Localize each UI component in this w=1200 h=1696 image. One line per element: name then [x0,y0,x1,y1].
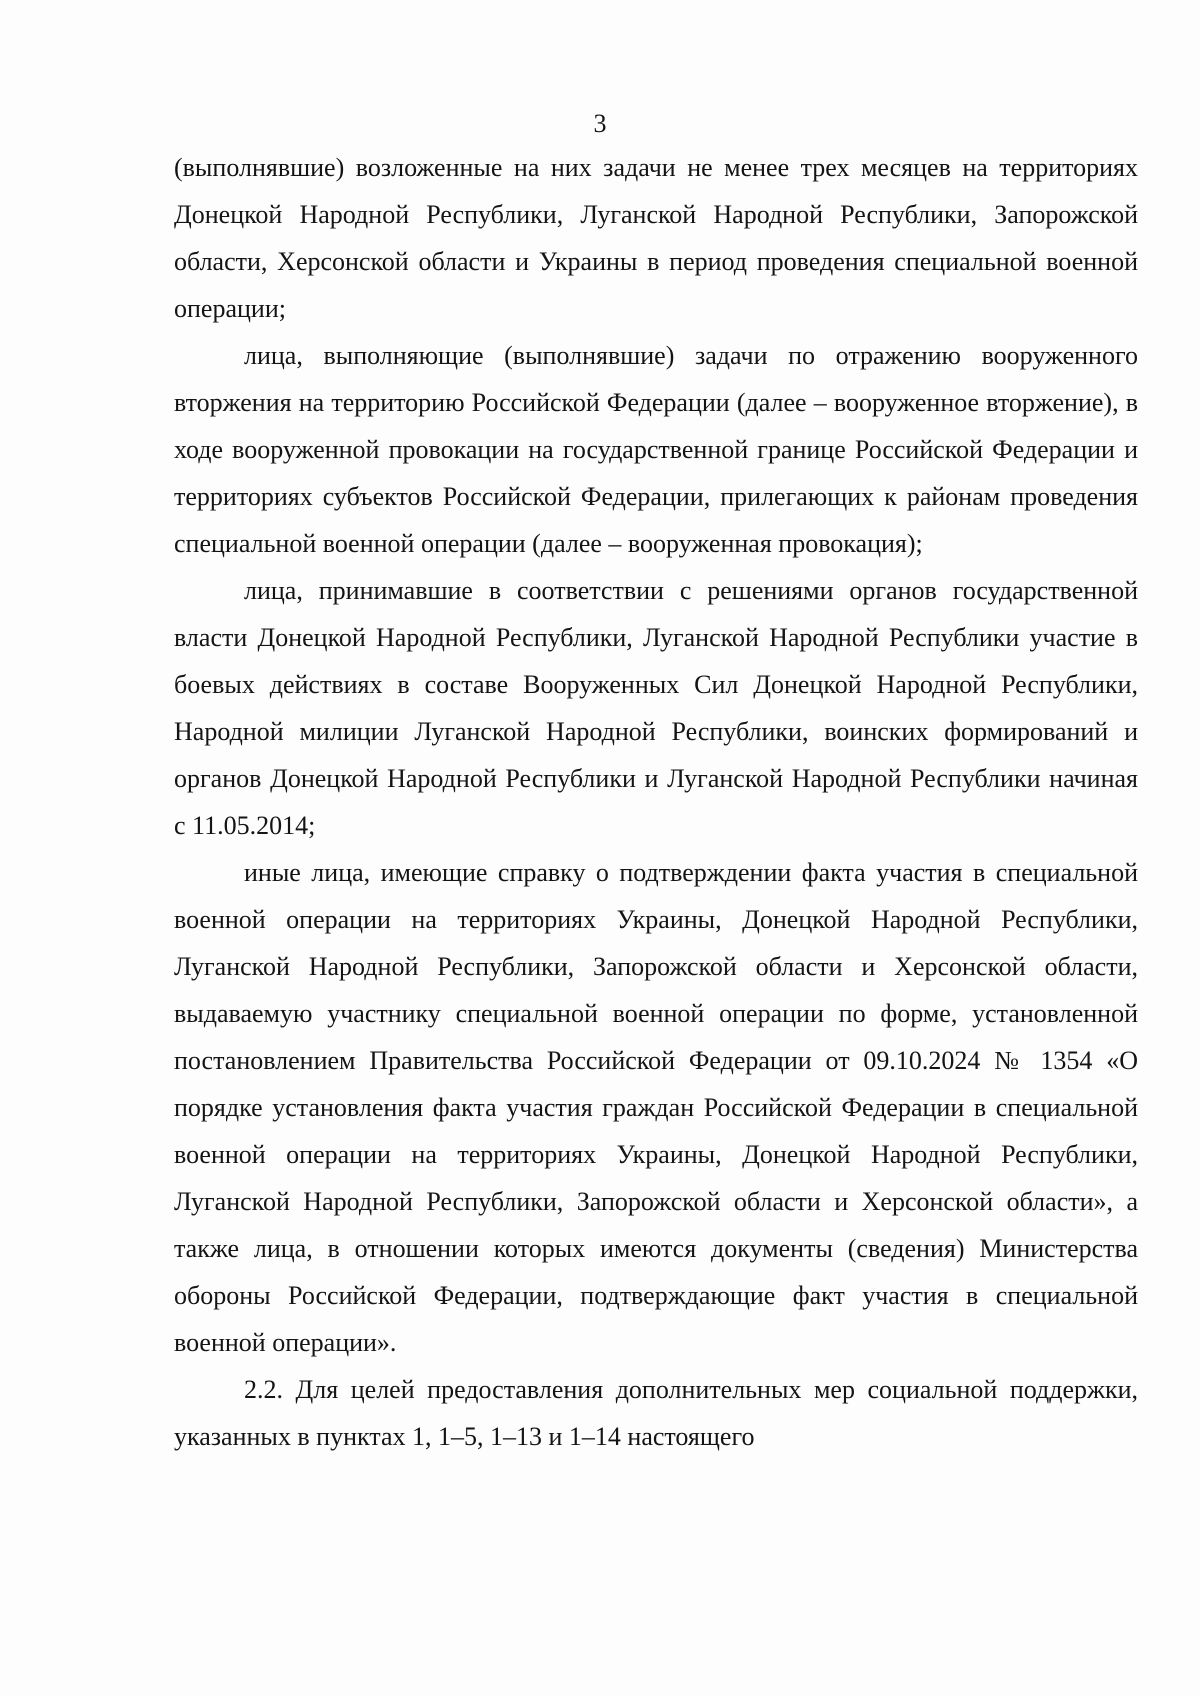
page-number: 3 [593,109,607,138]
paragraph-other-persons: иные лица, имеющие справку о подтверждении факта участия в специальной военной операции на территориях Украины, Донецкой Народной Республики, Луганской Народной Республики, Запорожской области и Херсонской области, выдаваемую участнику специальной военной операции по форме, установленной постановлением Правительства Российской Федерации от 09.10.2024 № 1354 «О порядке установления факта участия граждан Российской Федерации в специальной военной операции на территориях Украины, Донецкой Народной Республики, Луганской Народной Республики, Запорожской области и Херсонской области», а также лица, в отношении которых имеются документы (сведения) Министерства обороны Российской Федерации, подтверждающие факт участия в специальной военной операции». [174,858,1138,1357]
paragraph-clause-2-2: 2.2. Для целей предоставления дополнительных мер социальной поддержки, указанных в пунктах 1, 1–5, 1–13 и 1–14 настоящего [174,1375,1138,1451]
paragraph-armed-invasion: лица, выполняющие (выполнявшие) задачи по отражению вооруженного вторжения на территорию Российской Федерации (далее – вооруженное вторжение), в ходе вооруженной провокации на государственной границе Российской Федерации и территориях субъектов Российской Федерации, прилегающих к районам проведения специальной военной операции (далее – вооруженная провокация); [174,341,1138,558]
paragraph-continuation: (выполнявшие) возложенные на них задачи не менее трех месяцев на территориях Донецкой Народной Республики, Луганской Народной Республики, Запорожской области, Херсонской области и Украины в период проведения специальной военной операции; [174,153,1138,323]
paragraph-dpr-lpr-combat: лица, принимавшие в соответствии с решениями органов государственной власти Донецкой Народной Республики, Луганской Народной Республики участие в боевых действиях в составе Вооруженных Сил Донецкой Народной Республики, Народной милиции Луганской Народной Республики, воинских формирований и органов Донецкой Народной Республики и Луганской Народной Республики начиная с 11.05.2014; [174,576,1138,840]
document-body [174,144,1138,1460]
